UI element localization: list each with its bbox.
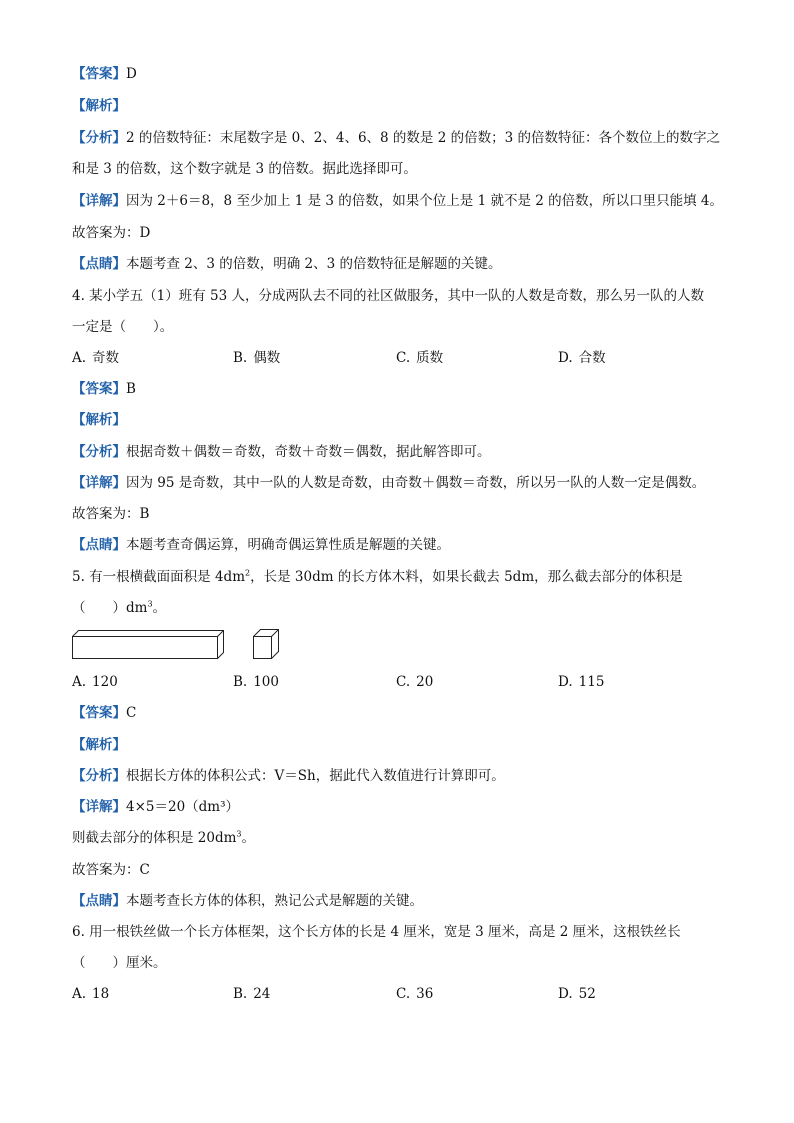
- q5-detail-text: 4×5＝20（dm³）: [126, 799, 240, 815]
- q3-fenxi-text-1: 2 的倍数特征：末尾数字是 0、2、4、6、8 的数是 2 的倍数；3 的倍数特征：各个数位上的数字之: [126, 130, 720, 146]
- q5-detail-line: [72, 797, 239, 817]
- q6-option-a[interactable]: A. 18: [72, 986, 110, 1002]
- q4-detail-text: 因为 95 是奇数，其中一队的人数是奇数，由奇数＋偶数＝奇数，所以另一队的人数一定是偶数。: [126, 475, 706, 491]
- superscript-3: 3: [147, 599, 153, 609]
- q3-comment-text: 本题考查 2、3 的倍数，明确 2、3 的倍数特征是解题的关键。: [126, 256, 502, 272]
- answer-tag: 【答案】: [72, 381, 126, 397]
- q5-options: [72, 672, 732, 692]
- superscript-2: 2: [245, 568, 251, 578]
- q5-fenxi-text: 根据长方体的体积公式：V＝Sh，据此代入数值进行计算即可。: [126, 768, 505, 784]
- q4-option-a[interactable]: A. 奇数: [72, 350, 120, 366]
- fenxi-tag: 【分析】: [72, 768, 126, 784]
- q5-answer: C: [126, 705, 137, 721]
- q5-stem-line-1: 5. 有一根横截面面积是 $4dm^2$，长是 30dm 的长方体木料，如果长截去 5dm，那么截去部分的体积是: [72, 568, 683, 585]
- q3-detail-line: [72, 191, 723, 211]
- detail-tag: 【详解】: [72, 799, 126, 815]
- q3-analysis-heading: [72, 96, 126, 116]
- long-cuboid: [73, 631, 224, 659]
- comment-tag: 【点睛】: [72, 256, 126, 272]
- fenxi-tag: 【分析】: [72, 444, 126, 460]
- q6-stem-line-1: 6. 用一根铁丝做一个长方体框架，这个长方体的长是 4 厘米，宽是 3 厘米，高是 2 厘米，这根铁丝长: [72, 924, 681, 940]
- q6-option-c[interactable]: C. 36: [396, 986, 434, 1002]
- answer-tag: 【答案】: [72, 705, 126, 721]
- q3-detail-text: 因为 2＋6＝8，8 至少加上 1 是 3 的倍数，如果个位上是 1 就不是 2 的倍数，所以口里只能填 4。: [126, 193, 724, 209]
- q4-detail-line: [72, 473, 705, 493]
- q3-answer-line: [72, 64, 137, 84]
- q4-fenxi-line: [72, 442, 491, 462]
- q4-comment-line: [72, 535, 450, 555]
- q4-answer: B: [126, 381, 136, 397]
- q4-options: [72, 348, 732, 368]
- q5-comment-text: 本题考查长方体的体积，熟记公式是解题的关键。: [126, 893, 423, 909]
- q3-fenxi-line-1: [72, 128, 720, 148]
- q5-stem-line-2: （ ）$dm^3$。: [72, 599, 167, 616]
- comment-tag: 【点睛】: [72, 893, 126, 909]
- q3-conclusion: 故答案为：D: [72, 225, 151, 241]
- q6-option-d[interactable]: D. 52: [558, 986, 596, 1002]
- analysis-tag: 【解析】: [72, 737, 126, 753]
- q4-option-c[interactable]: C. 质数: [396, 350, 444, 366]
- superscript-3: 3: [236, 829, 242, 839]
- q5-analysis-heading: [72, 735, 126, 755]
- wood-cuboid-figure: [72, 626, 292, 664]
- q4-option-b[interactable]: B. 偶数: [233, 350, 281, 366]
- q4-conclusion: 故答案为：B: [72, 506, 150, 522]
- q5-option-c[interactable]: C. 20: [396, 674, 434, 690]
- q3-answer: D: [126, 66, 137, 82]
- q4-comment-text: 本题考查奇偶运算，明确奇偶运算性质是解题的关键。: [126, 537, 450, 553]
- q5-conclusion: 故答案为：C: [72, 862, 150, 878]
- q5-fenxi-line: [72, 766, 505, 786]
- detail-tag: 【详解】: [72, 475, 126, 491]
- detail-tag: 【详解】: [72, 193, 126, 209]
- q6-stem-line-2: （ ）厘米。: [72, 955, 167, 971]
- q5-answer-line: [72, 703, 136, 723]
- analysis-tag: 【解析】: [72, 98, 126, 114]
- cut-cube: [254, 630, 279, 659]
- q4-answer-line: [72, 379, 136, 399]
- comment-tag: 【点睛】: [72, 537, 126, 553]
- q5-detail-line-2: 则截去部分的体积是 $20dm^3$。: [72, 829, 256, 846]
- q5-option-a[interactable]: A. 120: [72, 674, 118, 690]
- q4-option-d[interactable]: D. 合数: [558, 350, 606, 366]
- analysis-tag: 【解析】: [72, 412, 126, 428]
- q3-comment-line: [72, 254, 502, 274]
- answer-tag: 【答案】: [72, 66, 126, 82]
- q4-stem-line-2: 一定是（ ）。: [72, 319, 174, 335]
- q4-fenxi-text: 根据奇数＋偶数＝奇数，奇数＋奇数＝偶数，据此解答即可。: [126, 444, 491, 460]
- q6-option-b[interactable]: B. 24: [233, 986, 271, 1002]
- q5-option-b[interactable]: B. 100: [233, 674, 279, 690]
- q5-comment-line: [72, 891, 423, 911]
- q4-stem-line-1: 4. 某小学五（1）班有 53 人，分成两队去不同的社区做服务，其中一队的人数是奇数，那么另一队的人数: [72, 288, 705, 304]
- q3-fenxi-line-2: 和是 3 的倍数，这个数字就是 3 的倍数。据此选择即可。: [72, 161, 417, 177]
- q4-analysis-heading: [72, 410, 126, 430]
- q5-option-d[interactable]: D. 115: [558, 674, 605, 690]
- fenxi-tag: 【分析】: [72, 130, 126, 146]
- q6-options: [72, 984, 732, 1004]
